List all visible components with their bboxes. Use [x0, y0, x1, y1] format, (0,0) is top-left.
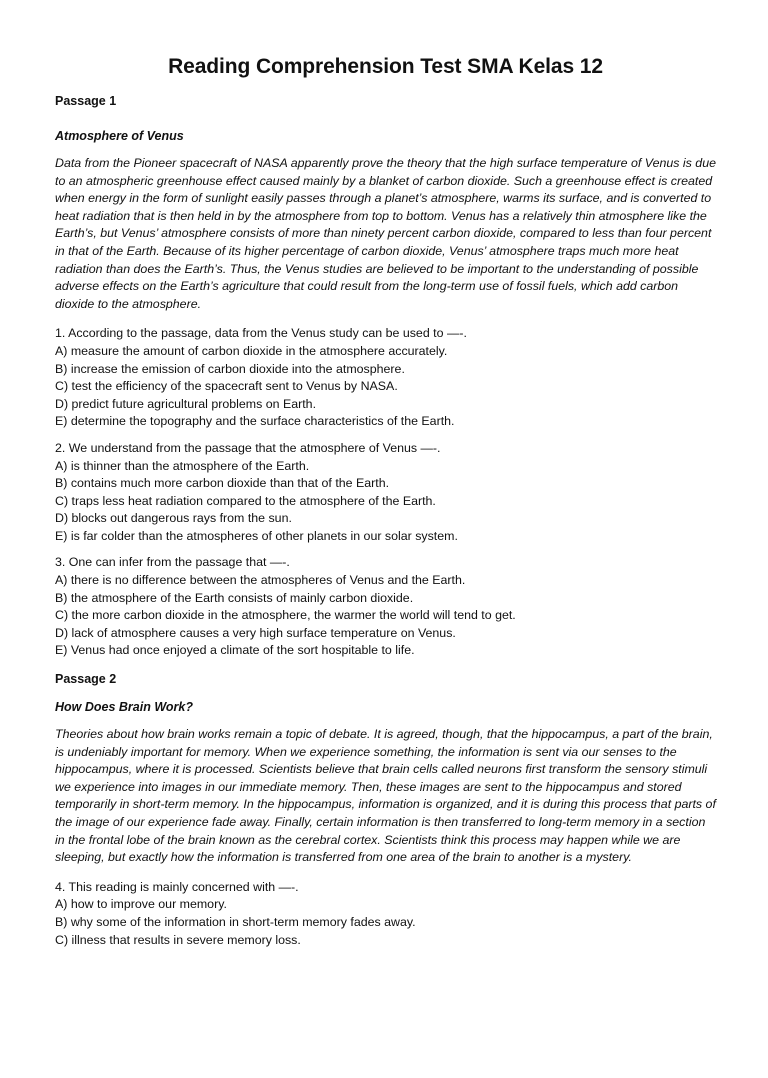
question-4-option-a: A) how to improve our memory.	[55, 897, 227, 912]
question-3-option-a: A) there is no difference between the atmospheres of Venus and the Earth.	[55, 573, 466, 588]
question-1-option-c: C) test the efficiency of the spacecraft sent to Venus by NASA.	[55, 379, 398, 394]
question-3-option-b: B) the atmosphere of the Earth consists of mainly carbon dioxide.	[55, 590, 414, 605]
question-1-option-a: A) measure the amount of carbon dioxide in the atmosphere accurately.	[55, 343, 448, 358]
question-4-option-b: B) why some of the information in short-term memory fades away.	[55, 914, 416, 929]
question-3-option-d: D) lack of atmosphere causes a very high surface temperature on Venus.	[55, 625, 456, 640]
question-3-option-c: C) the more carbon dioxide in the atmosphere, the warmer the world will tend to get.	[55, 608, 516, 623]
question-2-option-b: B) contains much more carbon dioxide than that of the Earth.	[55, 476, 390, 491]
passage-2-paragraph: Theories about how brain works remain a topic of debate. It is agreed, though, that the hippocampus, a part of the brain, is undeniably important for memory. When we experience something, the information is sent via our senses to the hippocampus, where it is processed. Scientists believe that brain cells called neurons first transform the sensory stimuli we experience into images in our immediate memory. Then, these images are sent to the hippocampus and stored temporarily in short-term memory. In the hippocampus, information is organized, and it is during this process that parts of the image of our experience fade away. Finally, certain information is then transferred to long-term memory in a section in the frontal lobe of the brain known as the cerebral cortex. Scientists think this process may happen while we are sleeping, but exactly how the information is transferred from one area of the brain to another is a mystery.	[55, 727, 716, 865]
passage-1-label: Passage 1	[55, 94, 117, 108]
question-1-option-b: B) increase the emission of carbon dioxide into the atmosphere.	[55, 361, 405, 376]
question-2	[55, 440, 716, 546]
passage-1-text	[55, 155, 716, 313]
passage-2-text	[55, 726, 716, 867]
question-2-option-a: A) is thinner than the atmosphere of the Earth.	[55, 458, 310, 473]
question-4-stem: 4. This reading is mainly concerned with —-.	[55, 879, 299, 894]
question-4-option-c: C) illness that results in severe memory loss.	[55, 932, 301, 947]
question-1-option-e: E) determine the topography and the surface characteristics of the Earth.	[55, 414, 455, 429]
passage-2-title: How Does Brain Work?	[55, 700, 193, 715]
question-1	[55, 325, 716, 431]
question-3	[55, 554, 716, 660]
question-3-option-e: E) Venus had once enjoyed a climate of the sort hospitable to life.	[55, 643, 415, 658]
passage-1-paragraph: Data from the Pioneer spacecraft of NASA apparently prove the theory that the high surface temperature of Venus is due to an atmospheric greenhouse effect caused mainly by a blanket of carbon dioxide. Such a greenhouse effect is created when energy in the form of sunlight easily passes through a planet’s atmosphere, warms its surface, and is converted to heat radiation that is then held in by the atmosphere from top to bottom. Venus has a relatively thin atmosphere like the Earth’s, but Venus’ atmosphere consists of more than ninety percent carbon dioxide, compared to less than four percent in that of the Earth. Because of its higher percentage of carbon dioxide, Venus’ atmosphere traps much more heat radiation than does the Earth’s. Thus, the Venus studies are believed to be important to the understanding of possible adverse effects on the Earth’s agriculture that could result from the long-term use of fossil fuels, which add carbon dioxide to the atmosphere.	[55, 156, 716, 311]
question-1-option-d: D) predict future agricultural problems on Earth.	[55, 396, 317, 411]
document-title: Reading Comprehension Test SMA Kelas 12	[168, 55, 603, 78]
passage-2-label: Passage 2	[55, 672, 117, 687]
passage-1-title: Atmosphere of Venus	[55, 129, 184, 143]
question-2-option-e: E) is far colder than the atmospheres of other planets in our solar system.	[55, 528, 458, 543]
question-3-stem: 3. One can infer from the passage that —-.	[55, 555, 290, 570]
question-1-stem: 1. According to the passage, data from the Venus study can be used to —-.	[55, 326, 467, 341]
question-2-option-c: C) traps less heat radiation compared to the atmosphere of the Earth.	[55, 493, 436, 508]
question-4	[55, 879, 716, 949]
question-2-option-d: D) blocks out dangerous rays from the sun.	[55, 511, 292, 526]
document-page	[0, 54, 768, 1078]
question-2-stem: 2. We understand from the passage that the atmosphere of Venus —-.	[55, 440, 441, 455]
